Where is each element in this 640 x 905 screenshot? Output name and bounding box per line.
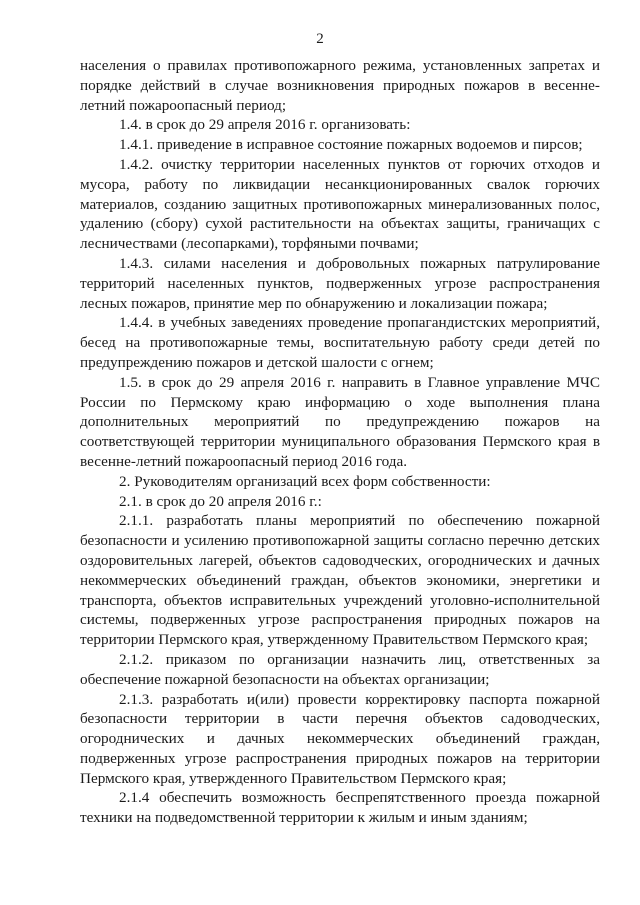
paragraph-1-4-2: 1.4.2. очистку территории населенных пунктов от горючих отходов и мусора, работу по ликвидации несанкционированных свалок горючих материалов, созданию защитных противопожарных минерализованных полос, удалению (сбору) сухой растительности на объектах защиты, граничащих с лесничествами (лесопарками), торфяными почвами; bbox=[80, 155, 600, 253]
paragraph-2-1-3: 2.1.3. разработать и(или) провести корректировку паспорта пожарной безопасности территории в части перечня объектов садоводческих, огороднических и дачных некоммерческих объединений граждан, подверженных угрозе распространения природных пожаров на территории Пермского края, утвержденного Правительством Пермского края; bbox=[80, 690, 600, 787]
paragraph-1-4: 1.4. в срок до 29 апреля 2016 г. организовать: bbox=[119, 116, 411, 134]
paragraph-1-4-3: 1.4.3. силами населения и добровольных пожарных патрулирование территорий населенных пунктов, подверженных угрозе распространения лесных пожаров, принятие мер по обнаружению и локализации пожара; bbox=[80, 254, 600, 312]
paragraph-1-4-4: 1.4.4. в учебных заведениях проведение пропагандистских мероприятий, бесед на противопожарные темы, воспитательную работу среди детей по предупреждению пожаров и детской шалости с огнем; bbox=[80, 314, 600, 371]
document-body bbox=[80, 56, 600, 828]
paragraph-continuation: населения о правилах противопожарного режима, установленных запретах и порядке действий в случае возникновения природных пожаров в весенне-летний пожароопасный период; bbox=[80, 57, 600, 114]
paragraph-1-4-1: 1.4.1. приведение в исправное состояние пожарных водоемов и пирсов; bbox=[119, 136, 583, 154]
paragraph-2-1: 2.1. в срок до 20 апреля 2016 г.: bbox=[119, 492, 322, 510]
paragraph-1-5: 1.5. в срок до 29 апреля 2016 г. направить в Главное управление МЧС России по Пермскому краю информацию о ходе выполнения плана дополнительных мероприятий по предупреждению пожаров на соответствующей территории муниципального образования Пермского края в весенне-летний пожароопасный период 2016 года. bbox=[80, 373, 600, 470]
paragraph-2-1-2: 2.1.2. приказом по организации назначить лиц, ответственных за обеспечение пожарной безопасности на объектах организации; bbox=[80, 650, 600, 688]
paragraph-2-1-4: 2.1.4 обеспечить возможность беспрепятственного проезда пожарной техники на подведомственной территории к жилым и иным зданиям; bbox=[80, 789, 600, 827]
page-number: 2 bbox=[316, 31, 324, 47]
paragraph-2: 2. Руководителям организаций всех форм собственности: bbox=[119, 472, 491, 490]
paragraph-2-1-1: 2.1.1. разработать планы мероприятий по обеспечению пожарной безопасности и усилению противопожарной защиты согласно перечню детских оздоровительных лагерей, объектов садоводческих, огороднических и дачных некоммерческих объединений граждан, объектов экономики, энергетики и транспорта, объектов исправительных учреждений уголовно-исполнительной системы, подверженных угрозе распространения природных пожаров на территории Пермского края, утвержденному Правительством Пермского края; bbox=[80, 512, 600, 649]
